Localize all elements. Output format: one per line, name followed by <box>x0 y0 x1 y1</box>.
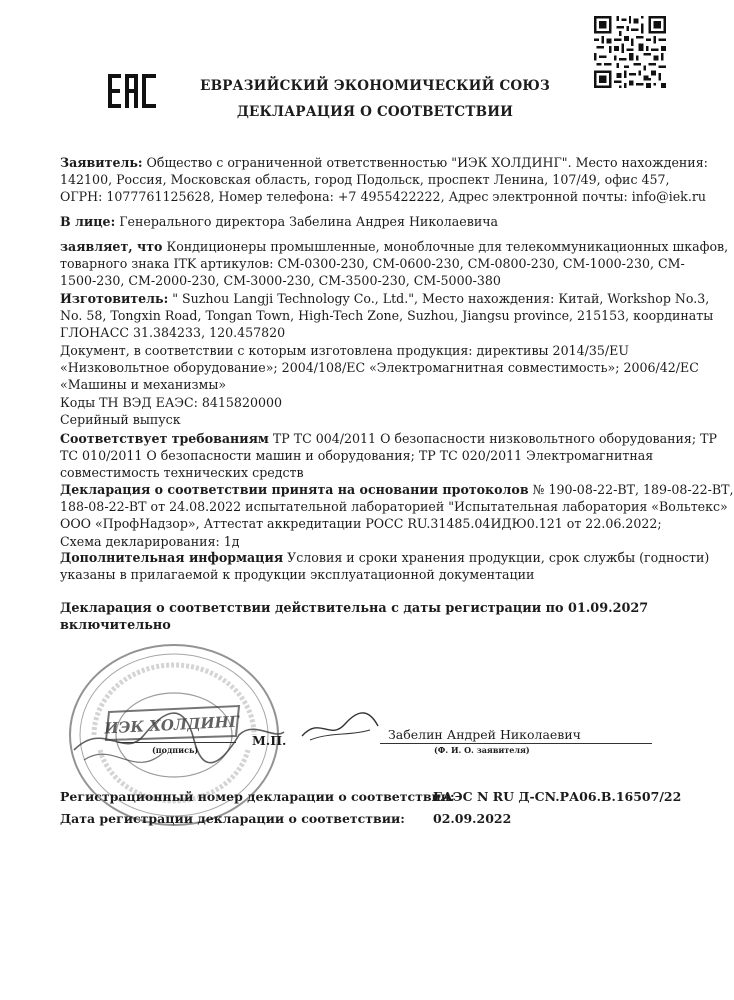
registration-number-label: Регистрационный номер декларации о соответствии: <box>60 789 455 804</box>
manufacturer-line-3: ГЛОНАСС 31.384233, 120.457820 <box>60 325 286 341</box>
name-caption: (Ф. И. О. заявителя) <box>434 745 530 755</box>
manufacturer-label: Изготовитель: <box>60 291 169 306</box>
protocols-line-4: Схема декларирования: 1д <box>60 533 240 549</box>
manufacturer-line-2: No. 58, Tongxin Road, Tongan Town, High-Tech Zone, Suzhou, Jiangsu province, 215153, координаты <box>60 308 714 324</box>
applicant-line-2: 142100, Россия, Московская область, город Подольск, проспект Ленина, 107/49, офис 457, <box>60 172 670 188</box>
signature-scribble-icon <box>300 706 380 746</box>
protocols-line-2: 188-08-22-ВТ от 24.08.2022 испытательной лабораторией "Испытательная лаборатория «Вольтекс» <box>60 499 728 515</box>
registration-date-label: Дата регистрации декларации о соответствии: <box>60 811 405 826</box>
declares-line-1: Кондиционеры промышленные, моноблочные для телекоммуникационных шкафов, <box>162 239 729 254</box>
document-line-5: Серийный выпуск <box>60 411 181 427</box>
name-line <box>380 743 652 744</box>
document-title: ДЕКЛАРАЦИЯ О СООТВЕТСТВИИ <box>236 104 514 120</box>
applicant-line-1: Общество с ограниченной ответственностью "ИЭК ХОЛДИНГ". Место нахождения: <box>142 155 708 170</box>
declares-line-2: товарного знака ITK артикулов: CM-0300-230, CM-0600-230, CM-0800-230, CM-1000-230, CM- <box>60 256 685 272</box>
requirements-line-1: ТР ТС 004/2011 О безопасности низковольтного оборудования; ТР <box>268 431 717 446</box>
representative-block <box>60 213 660 230</box>
registration-date-value: 02.09.2022 <box>433 811 512 826</box>
document-block <box>60 342 699 428</box>
qr-code-icon <box>594 16 666 88</box>
additional-label: Дополнительная информация <box>60 550 284 565</box>
applicant-line-3: ОГРН: 1077761125628, Номер телефона: +7 4955422222, Адрес электронной почты: info@iek.ru <box>60 189 706 205</box>
requirements-line-3: совместимость технических средств <box>60 465 304 481</box>
eac-logo-icon <box>108 74 156 108</box>
protocols-line-3: ООО «ПрофНадзор», Аттестат аккредитации РОСС RU.31485.04ИДЮ0.121 от 22.06.2022; <box>60 516 662 532</box>
requirements-block <box>60 430 717 482</box>
signature-caption: (подпись) <box>152 745 199 755</box>
document-line-4: Коды ТН ВЭД ЕАЭС: 8415820000 <box>60 394 283 410</box>
declares-line-3: 1500-230, CM-2000-230, CM-3000-230, CM-3500-230, CM-5000-380 <box>60 273 501 289</box>
representative-text: Генерального директора Забелина Андрея Николаевича <box>115 214 499 229</box>
seal-center-text: ИЭК ХОЛДИНГ <box>103 712 240 738</box>
additional-block <box>60 549 710 583</box>
applicant-label: Заявитель: <box>60 155 143 170</box>
representative-label: В лице: <box>60 214 116 229</box>
manufacturer-block <box>60 290 714 342</box>
requirements-line-2: ТС 010/2011 О безопасности машин и оборудования; ТР ТС 020/2011 Электромагнитная <box>60 448 654 464</box>
additional-line-2: указаны в прилагаемой к продукции эксплуатационной документации <box>60 567 535 583</box>
union-title: ЕВРАЗИЙСКИЙ ЭКОНОМИЧЕСКИЙ СОЮЗ <box>200 78 550 94</box>
additional-line-1: Условия и сроки хранения продукции, срок службы (годности) <box>283 550 710 565</box>
declares-label: заявляет, что <box>60 239 163 254</box>
protocols-block <box>60 481 734 550</box>
document-line-3: «Машины и механизмы» <box>60 377 227 393</box>
validity-statement: Декларация о соответствии действительна с даты регистрации по 01.09.2027 включительно <box>60 601 649 634</box>
protocols-label: Декларация о соответствии принята на основании протоколов <box>60 482 529 497</box>
document-line-1: Документ, в соответствии с которым изготовлена продукция: директивы 2014/35/EU <box>60 343 629 358</box>
applicant-name: Забелин Андрей Николаевич <box>388 727 581 742</box>
protocols-line-1: № 190-08-22-ВТ, 189-08-22-ВТ, <box>528 482 734 497</box>
requirements-label: Соответствует требованиям <box>60 431 269 446</box>
declares-block <box>60 238 729 290</box>
signature-line <box>118 742 236 743</box>
document-line-2: «Низковольтное оборудование»; 2004/108/EC «Электромагнитная совместимость»; 2006/42/EC <box>60 360 699 376</box>
registration-number-value: ЕАЭС N RU Д-CN.РА06.В.16507/22 <box>433 789 682 804</box>
seal-place-label: М.П. <box>252 733 287 748</box>
manufacturer-line-1: " Suzhou Langji Technology Co., Ltd.", Место нахождения: Китай, Workshop No.3, <box>168 291 710 306</box>
applicant-block <box>60 154 708 206</box>
